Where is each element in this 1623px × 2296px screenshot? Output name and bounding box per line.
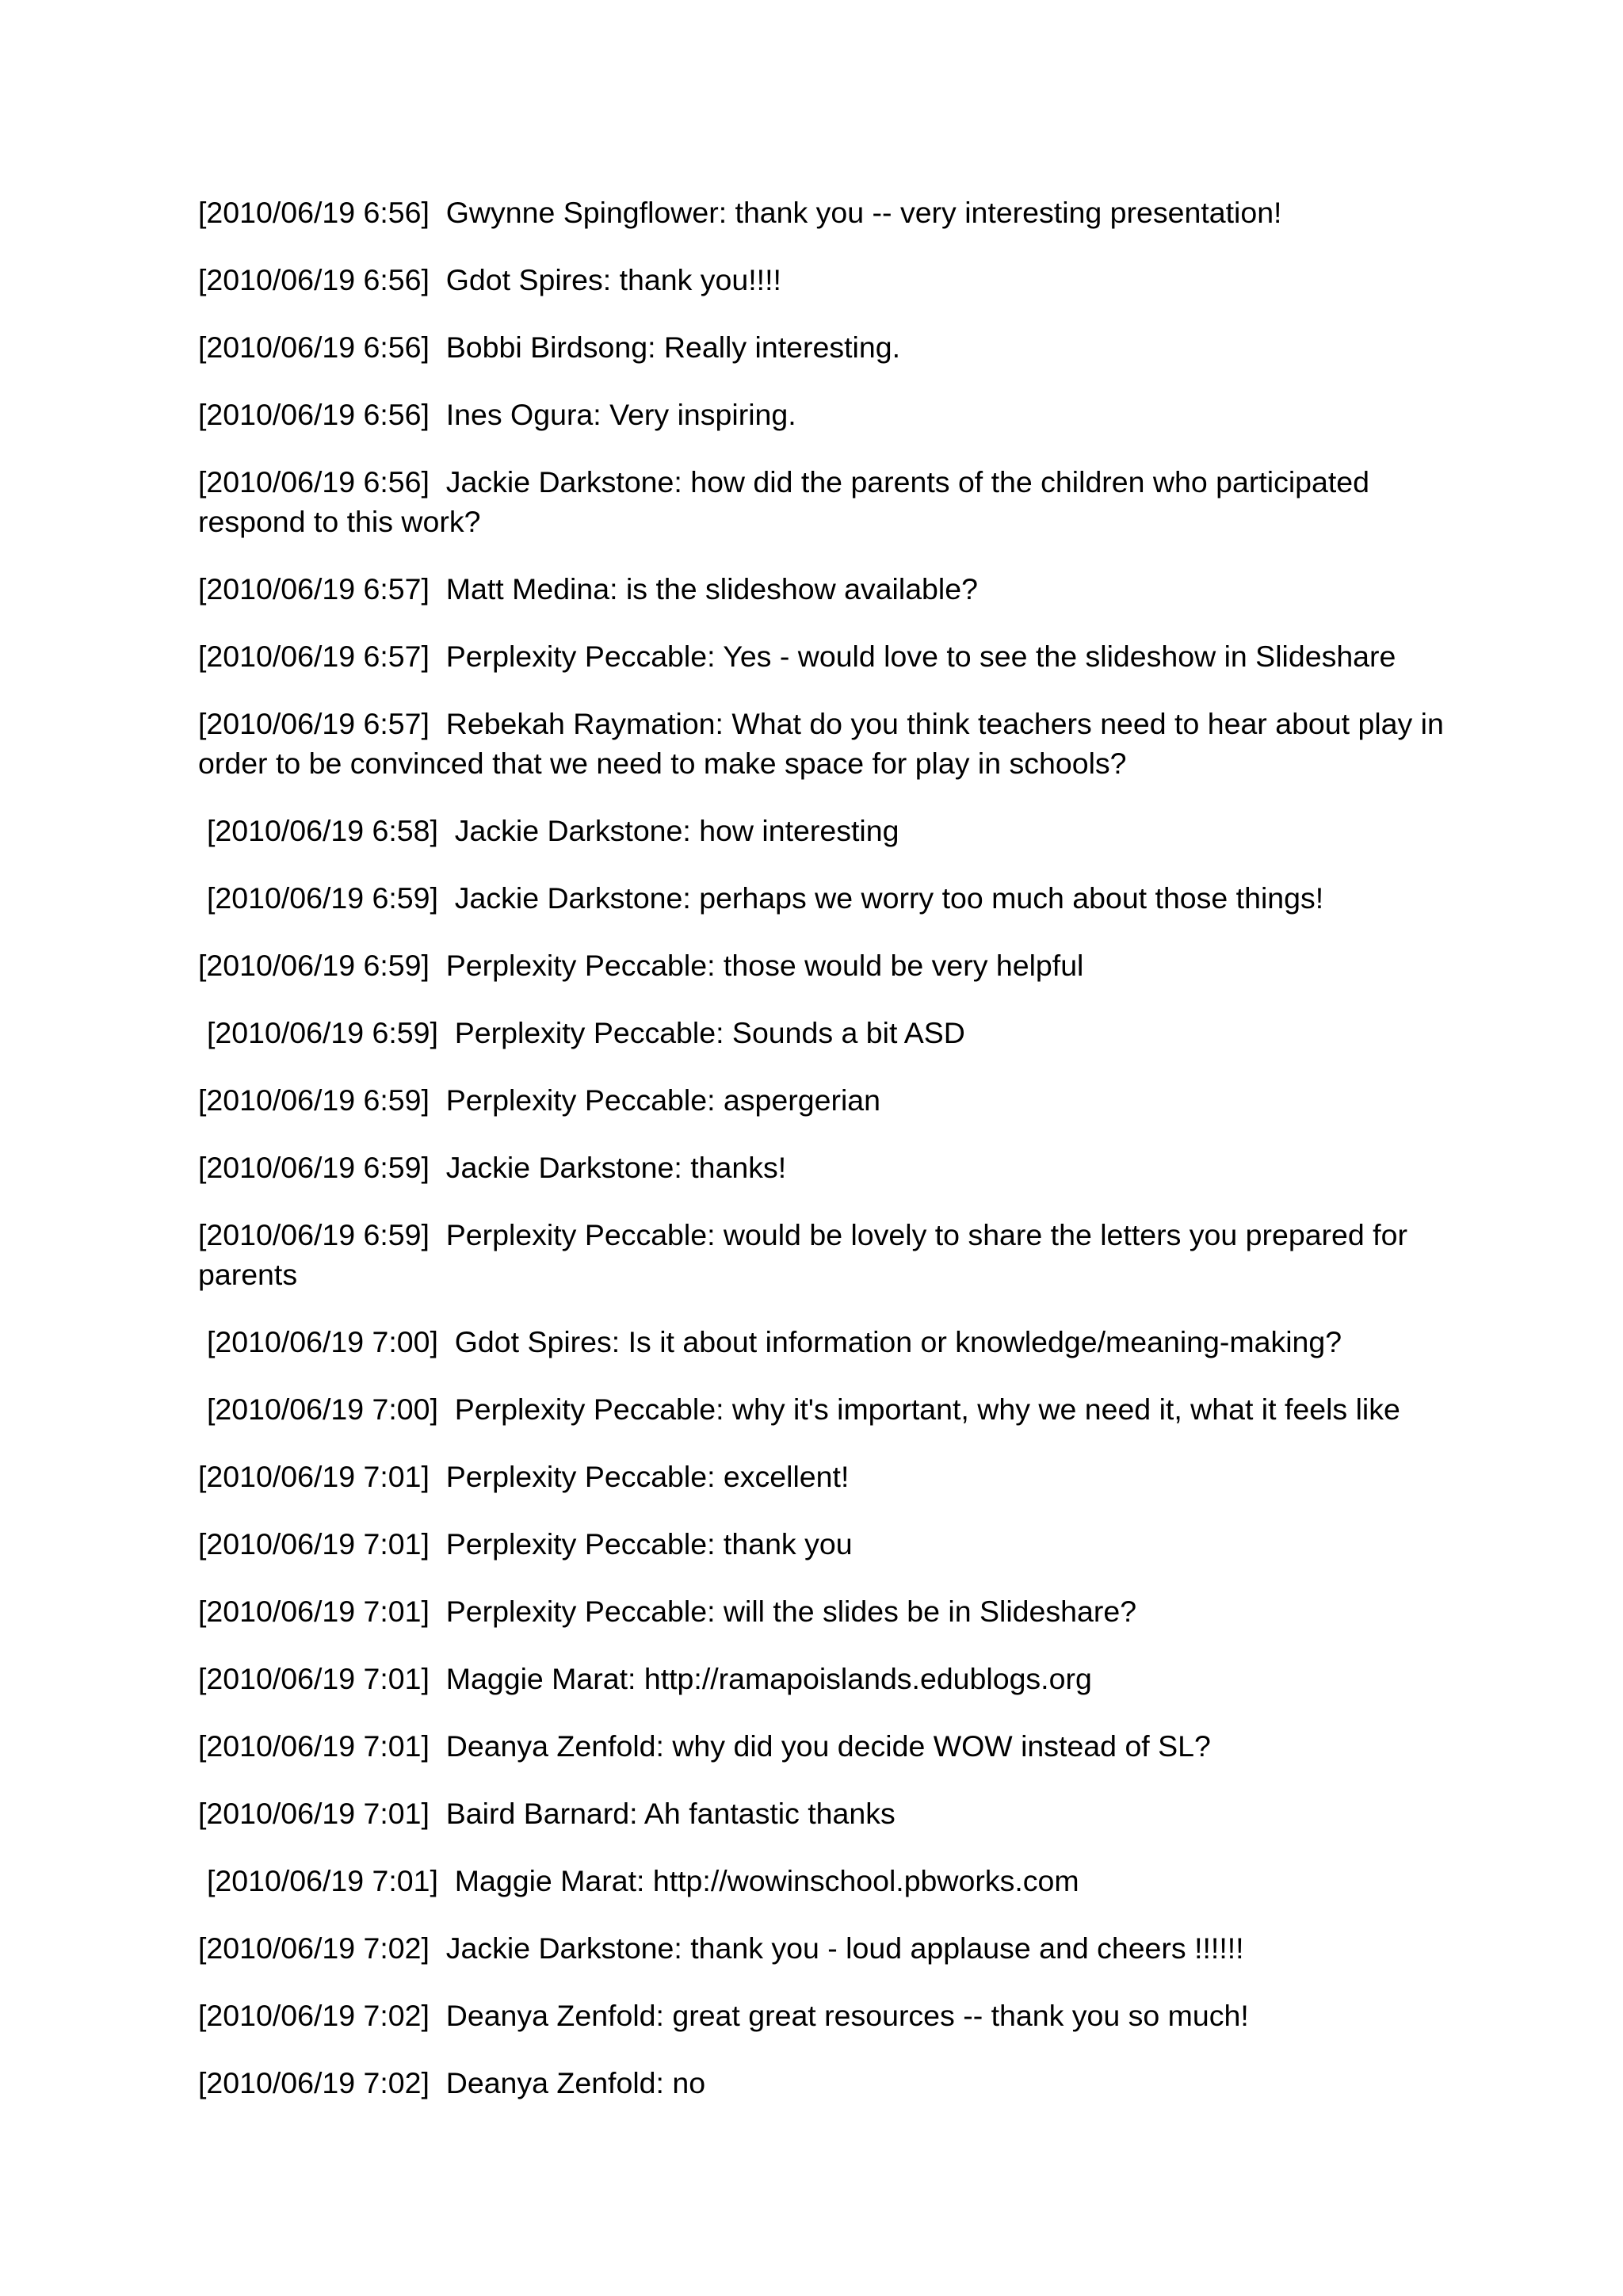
chat-message: [2010/06/19 7:01] Maggie Marat: http://wowinschool.pbworks.com [207, 1864, 1079, 1897]
chat-message: [2010/06/19 6:57] Matt Medina: is the slideshow available? [198, 572, 978, 606]
chat-message: [2010/06/19 7:01] Baird Barnard: Ah fantastic thanks [198, 1797, 896, 1830]
chat-message: [2010/06/19 6:57] Rebekah Raymation: What do you think teachers need to hear about play in order to be convinced that we need to make space for play in schools? [198, 707, 1453, 780]
chat-message: [2010/06/19 6:56] Gdot Spires: thank you!!!! [198, 263, 781, 296]
chat-message: [2010/06/19 6:57] Perplexity Peccable: Yes - would love to see the slideshow in Slideshare [198, 640, 1396, 673]
chat-message: [2010/06/19 6:56] Bobbi Birdsong: Really interesting. [198, 330, 900, 364]
chat-message: [2010/06/19 7:00] Perplexity Peccable: why it's important, why we need it, what it feels like [207, 1392, 1400, 1426]
chat-message: [2010/06/19 6:59] Perplexity Peccable: Sounds a bit ASD [207, 1016, 965, 1049]
chat-message: [2010/06/19 7:01] Perplexity Peccable: excellent! [198, 1460, 850, 1493]
chat-message: [2010/06/19 7:00] Gdot Spires: Is it about information or knowledge/meaning-making? [207, 1325, 1342, 1358]
chat-message: [2010/06/19 7:01] Perplexity Peccable: thank you [198, 1527, 853, 1561]
chat-message: [2010/06/19 7:02] Deanya Zenfold: great great resources -- thank you so much! [198, 1999, 1249, 2032]
chat-message: [2010/06/19 7:01] Perplexity Peccable: will the slides be in Slideshare? [198, 1595, 1137, 1628]
chat-message: [2010/06/19 6:59] Perplexity Peccable: would be lovely to share the letters you prepared for parents [198, 1218, 1416, 1291]
chat-transcript [198, 193, 1453, 2130]
chat-message: [2010/06/19 6:59] Perplexity Peccable: aspergerian [198, 1083, 880, 1117]
chat-message: [2010/06/19 7:01] Maggie Marat: http://ramapoislands.edublogs.org [198, 1662, 1092, 1695]
chat-message: [2010/06/19 6:59] Jackie Darkstone: thanks! [198, 1151, 787, 1184]
chat-message: [2010/06/19 7:01] Deanya Zenfold: why did you decide WOW instead of SL? [198, 1729, 1211, 1763]
chat-message: [2010/06/19 6:59] Perplexity Peccable: those would be very helpful [198, 949, 1084, 982]
chat-message: [2010/06/19 6:56] Gwynne Spingflower: thank you -- very interesting presentation! [198, 196, 1282, 229]
chat-message: [2010/06/19 7:02] Jackie Darkstone: thank you - loud applause and cheers !!!!!! [198, 1931, 1244, 1965]
chat-message: [2010/06/19 6:58] Jackie Darkstone: how interesting [207, 814, 899, 847]
chat-message: [2010/06/19 7:02] Deanya Zenfold: no [198, 2066, 706, 2099]
chat-message: [2010/06/19 6:56] Jackie Darkstone: how did the parents of the children who participated respond to this work? [198, 465, 1378, 538]
chat-message: [2010/06/19 6:59] Jackie Darkstone: perhaps we worry too much about those things! [207, 881, 1324, 915]
chat-message: [2010/06/19 6:56] Ines Ogura: Very inspiring. [198, 398, 796, 431]
